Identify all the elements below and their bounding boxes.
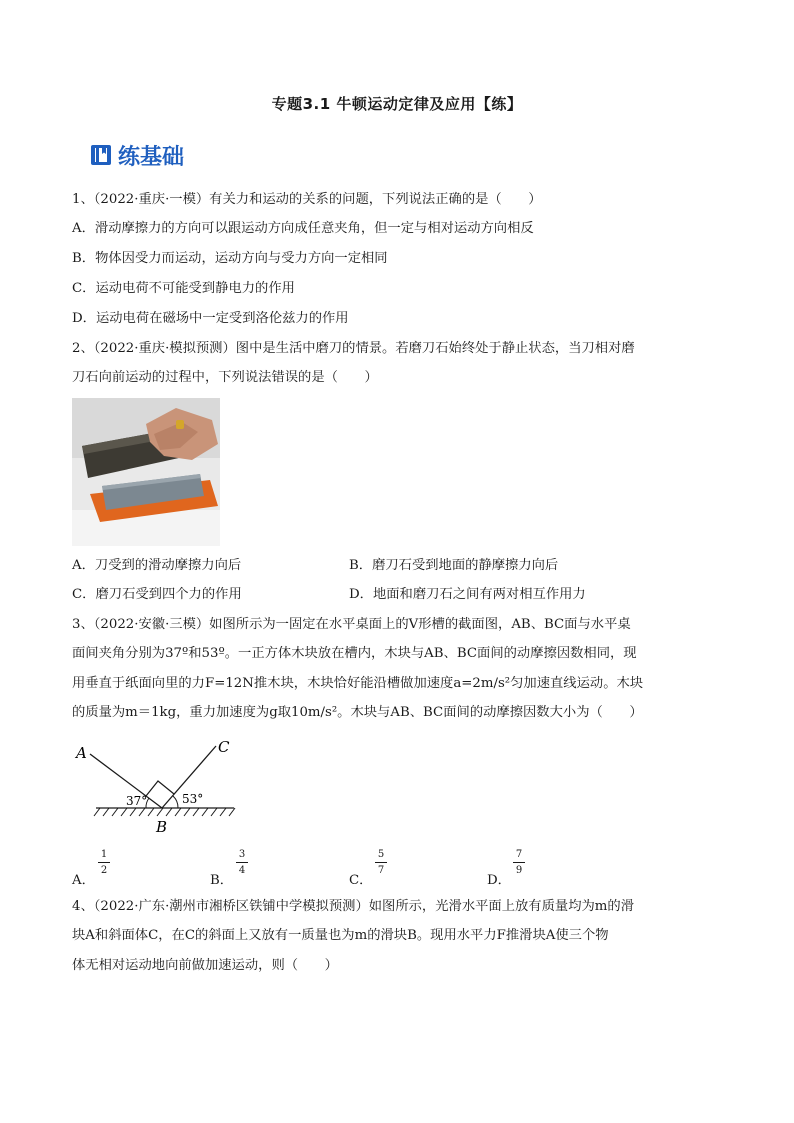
fraction-bar <box>236 862 248 863</box>
question-2-option-c: C．磨刀石受到四个力的作用 <box>72 587 242 602</box>
angle-37-label: 37° <box>126 794 148 808</box>
question-4-stem-line-3: 体无相对运动地向前做加速运动，则（ ） <box>72 958 338 973</box>
question-1-stem: 1、（2022·重庆·一模）有关力和运动的关系的问题，下列说法正确的是（ ） <box>72 192 542 207</box>
point-a-label: A <box>76 744 87 762</box>
fraction <box>236 849 248 876</box>
question-4-stem-line-2: 块A和斜面体C，在C的斜面上又放有一质量也为m的滑块B。现用水平力F推滑块A使三个物 <box>72 928 609 943</box>
fraction <box>98 849 110 876</box>
v-groove-diagram <box>72 736 242 836</box>
question-4-stem-line-1: 4、（2022·广东·潮州市湘桥区铁铺中学模拟预测）如图所示，光滑水平面上放有质量均为m的滑 <box>72 899 634 914</box>
question-2-option-a: A．刀受到的滑动摩擦力向后 <box>72 558 242 573</box>
fraction-denominator: 7 <box>377 865 385 876</box>
fraction-denominator: 4 <box>238 865 246 876</box>
section-label: 练基础 <box>118 144 185 170</box>
option-letter: D． <box>487 873 511 888</box>
fraction-denominator: 2 <box>100 865 108 876</box>
question-1-option-b: B．物体因受力而运动，运动方向与受力方向一定相同 <box>72 251 388 266</box>
fraction-numerator: 7 <box>515 849 523 860</box>
fraction-bar <box>513 862 525 863</box>
option-letter: C． <box>349 873 373 888</box>
option-letter: A． <box>72 873 95 888</box>
question-3-stem-line-2: 面间夹角分别为37º和53º。一正方体木块放在槽内，木块与AB、BC面间的动摩擦因数相同，现 <box>72 646 637 661</box>
book-icon <box>90 144 112 166</box>
fraction-bar <box>375 862 387 863</box>
question-2-option-d: D．地面和磨刀石之间有两对相互作用力 <box>349 587 586 602</box>
point-c-label: C <box>218 738 230 756</box>
angle-53-label: 53° <box>182 792 204 806</box>
fraction-numerator: 3 <box>238 849 246 860</box>
page-title: 专题3.1 牛顿运动定律及应用【练】 <box>271 95 523 113</box>
question-1-option-c: C．运动电荷不可能受到静电力的作用 <box>72 281 295 296</box>
question-2-option-b: B．磨刀石受到地面的静摩擦力向后 <box>349 558 559 573</box>
option-letter: B． <box>210 873 234 888</box>
question-3-stem-line-4: 的质量为m＝1kg，重力加速度为g取10m/s²。木块与AB、BC面间的动摩擦因数大小为（ ） <box>72 705 643 720</box>
point-b-label: B <box>156 818 168 836</box>
question-3-stem-line-3: 用垂直于纸面向里的力F=12N推木块，木块恰好能沿槽做加速度a=2m/s²匀加速直线运动。木块 <box>72 676 644 691</box>
question-2-stem-line-2: 刀石向前运动的过程中，下列说法错误的是（ ） <box>72 370 378 385</box>
fraction-denominator: 9 <box>515 865 523 876</box>
section-header <box>90 140 184 170</box>
question-2-stem-line-1: 2、（2022·重庆·模拟预测）图中是生活中磨刀的情景。若磨刀石始终处于静止状态，当刀相对磨 <box>72 341 635 356</box>
fraction <box>513 849 525 876</box>
fraction <box>375 849 387 876</box>
fraction-bar <box>98 862 110 863</box>
question-1-option-a: A．滑动摩擦力的方向可以跟运动方向成任意夹角，但一定与相对运动方向相反 <box>72 221 534 236</box>
question-1-option-d: D．运动电荷在磁场中一定受到洛伦兹力的作用 <box>72 311 349 326</box>
fraction-numerator: 1 <box>100 849 108 860</box>
fraction-numerator: 5 <box>377 849 385 860</box>
question-3-stem-line-1: 3、（2022·安徽·三模）如图所示为一固定在水平桌面上的V形槽的截面图，AB、BC面与水平桌 <box>72 617 631 632</box>
knife-sharpening-photo <box>72 398 220 546</box>
